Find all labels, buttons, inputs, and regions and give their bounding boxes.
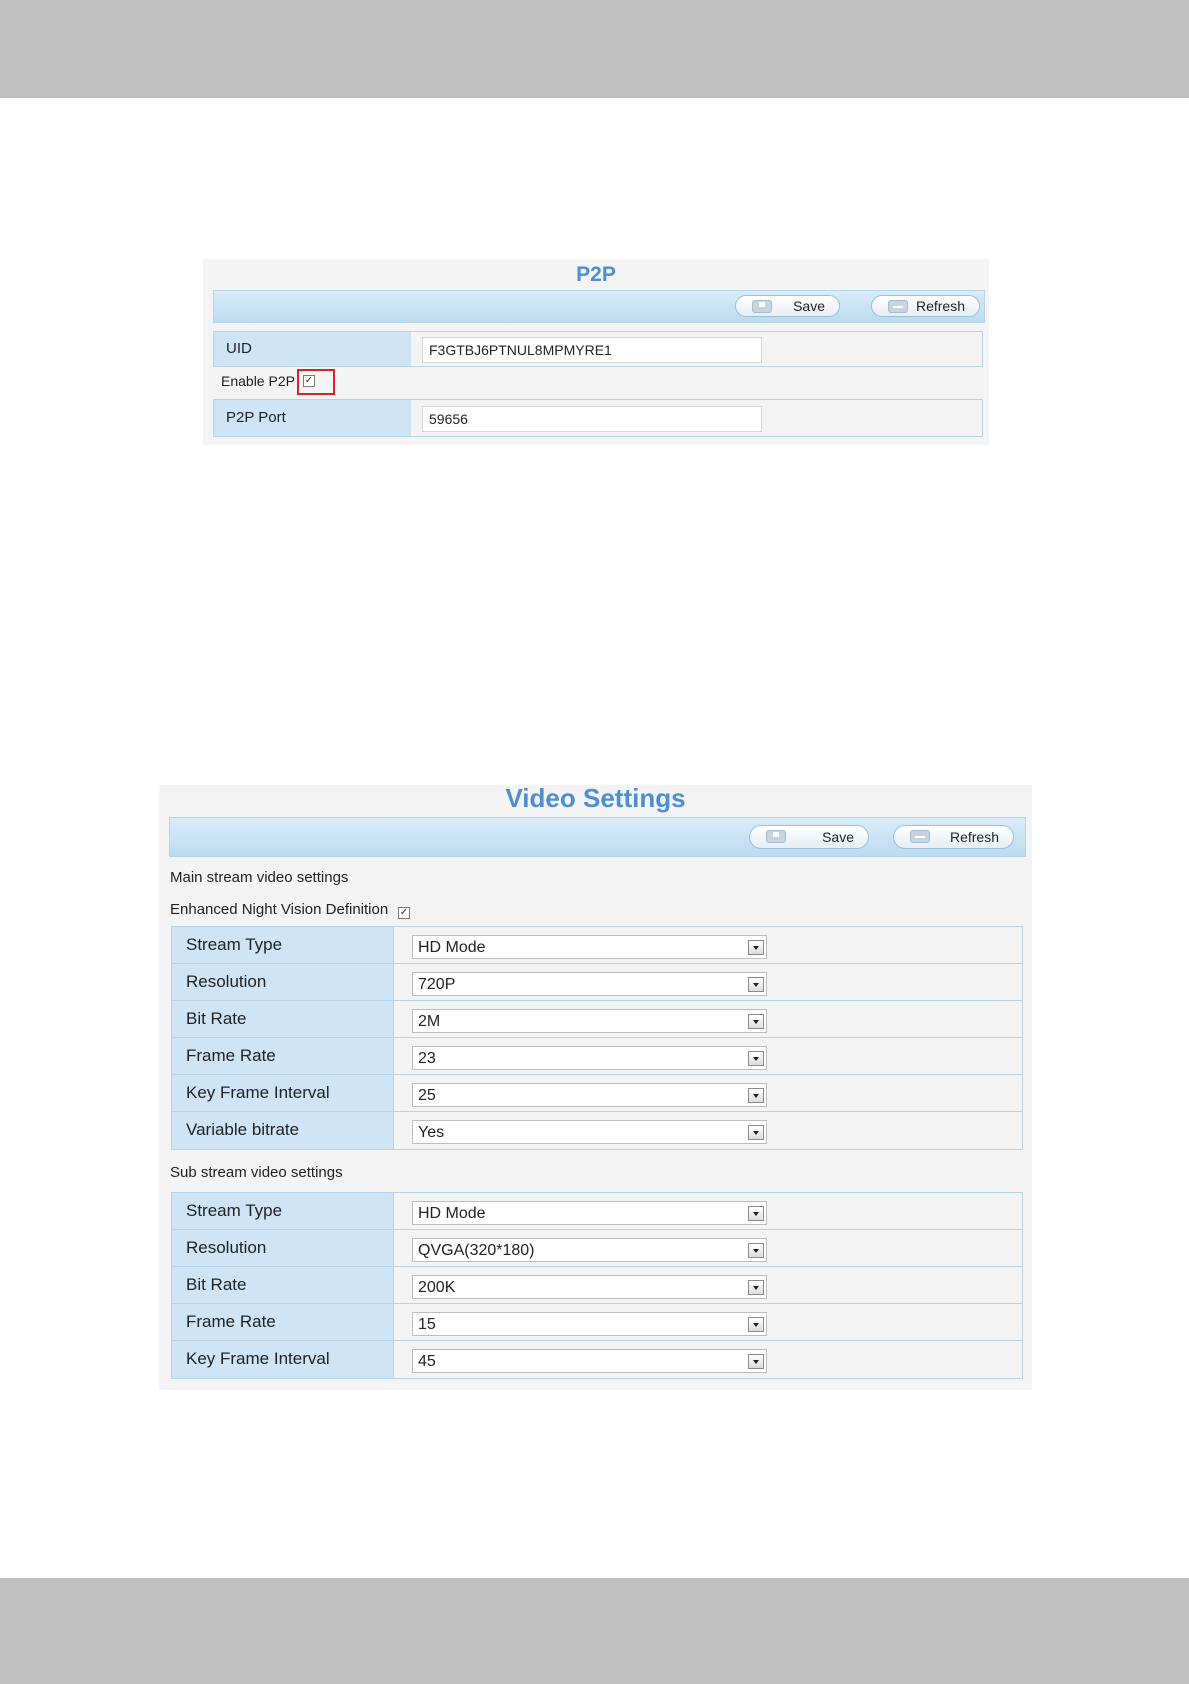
select-value: HD Mode bbox=[418, 939, 486, 956]
frame-rate-select[interactable] bbox=[412, 1046, 767, 1070]
resolution-select[interactable] bbox=[412, 972, 767, 996]
chevron-down-icon[interactable] bbox=[748, 1125, 764, 1140]
sub-key-frame-interval-select[interactable] bbox=[412, 1349, 767, 1373]
select-value: 45 bbox=[418, 1353, 436, 1370]
video-refresh-button[interactable] bbox=[893, 825, 1014, 849]
save-icon bbox=[752, 300, 772, 313]
table-row bbox=[172, 964, 1022, 1001]
table-row bbox=[172, 1038, 1022, 1075]
chevron-down-icon[interactable] bbox=[748, 1088, 764, 1103]
select-value: 720P bbox=[418, 976, 456, 993]
row-label: Variable bitrate bbox=[186, 1120, 300, 1139]
p2p-port-field[interactable]: 59656 bbox=[422, 406, 762, 432]
select-value: QVGA(320*180) bbox=[418, 1242, 535, 1259]
video-settings-title: Video Settings bbox=[505, 783, 686, 813]
uid-label: UID bbox=[226, 340, 252, 357]
chevron-down-icon[interactable] bbox=[748, 1280, 764, 1295]
chevron-down-icon[interactable] bbox=[748, 1354, 764, 1369]
p2p-refresh-button[interactable] bbox=[871, 295, 980, 317]
row-label: Resolution bbox=[186, 972, 267, 991]
night-vision-checkbox[interactable]: ✓ bbox=[399, 907, 409, 918]
table-row bbox=[172, 927, 1022, 964]
sub-resolution-select[interactable] bbox=[412, 1238, 767, 1262]
stream-type-select[interactable] bbox=[412, 935, 767, 959]
chevron-down-icon[interactable] bbox=[748, 1014, 764, 1029]
select-value: 23 bbox=[418, 1050, 436, 1067]
video-save-button[interactable] bbox=[749, 825, 869, 849]
row-label: Frame Rate bbox=[186, 1046, 276, 1065]
row-label: Frame Rate bbox=[186, 1312, 276, 1331]
enable-p2p-checkbox[interactable]: ✓ bbox=[304, 375, 314, 386]
sub-stream-type-select[interactable] bbox=[412, 1201, 767, 1225]
main-stream-heading: Main stream video settings bbox=[170, 869, 349, 886]
table-row bbox=[172, 1341, 1022, 1378]
refresh-icon bbox=[910, 830, 930, 843]
chevron-down-icon[interactable] bbox=[748, 1051, 764, 1066]
select-value: 2M bbox=[418, 1013, 441, 1030]
row-label: Stream Type bbox=[186, 935, 283, 954]
sub-frame-rate-select[interactable] bbox=[412, 1312, 767, 1336]
key-frame-interval-select[interactable] bbox=[412, 1083, 767, 1107]
select-value: HD Mode bbox=[418, 1205, 486, 1222]
table-row bbox=[172, 1267, 1022, 1304]
sub-stream-heading: Sub stream video settings bbox=[170, 1164, 343, 1181]
row-label: Resolution bbox=[186, 1238, 267, 1257]
p2p-panel bbox=[203, 259, 989, 445]
refresh-icon bbox=[888, 300, 908, 313]
p2p-toolbar bbox=[213, 290, 985, 323]
bit-rate-select[interactable] bbox=[412, 1009, 767, 1033]
select-value: 15 bbox=[418, 1316, 436, 1333]
chevron-down-icon[interactable] bbox=[748, 1317, 764, 1332]
p2p-save-button[interactable] bbox=[735, 295, 840, 317]
select-value: Yes bbox=[418, 1124, 445, 1141]
chevron-down-icon[interactable] bbox=[748, 1243, 764, 1258]
save-icon bbox=[766, 830, 786, 843]
p2p-port-row bbox=[213, 399, 983, 437]
video-toolbar bbox=[169, 817, 1026, 857]
table-row bbox=[172, 1075, 1022, 1112]
table-row bbox=[172, 1230, 1022, 1267]
variable-bitrate-select[interactable] bbox=[412, 1120, 767, 1144]
uid-field[interactable]: F3GTBJ6PTNUL8MPMYRE1 bbox=[422, 337, 762, 363]
table-row bbox=[172, 1001, 1022, 1038]
sub-bit-rate-select[interactable] bbox=[412, 1275, 767, 1299]
table-row bbox=[172, 1193, 1022, 1230]
row-label: Bit Rate bbox=[186, 1009, 247, 1028]
p2p-save-label: Save bbox=[793, 298, 825, 314]
table-row bbox=[172, 1304, 1022, 1341]
row-label: Key Frame Interval bbox=[186, 1083, 330, 1102]
select-value: 25 bbox=[418, 1087, 436, 1104]
main-stream-table bbox=[171, 926, 1023, 1150]
enable-p2p-label: Enable P2P bbox=[221, 373, 295, 389]
video-refresh-label: Refresh bbox=[949, 829, 999, 845]
p2p-uid-row bbox=[213, 331, 983, 367]
video-settings-panel bbox=[159, 785, 1032, 1390]
row-label: Key Frame Interval bbox=[186, 1349, 330, 1368]
row-label: Stream Type bbox=[186, 1201, 283, 1220]
chevron-down-icon[interactable] bbox=[748, 940, 764, 955]
p2p-port-label: P2P Port bbox=[226, 409, 286, 426]
chevron-down-icon[interactable] bbox=[748, 1206, 764, 1221]
p2p-title: P2P bbox=[576, 263, 616, 286]
sub-stream-table bbox=[171, 1192, 1023, 1379]
video-save-label: Save bbox=[822, 829, 854, 845]
night-vision-label: Enhanced Night Vision Definition bbox=[170, 901, 389, 918]
chevron-down-icon[interactable] bbox=[748, 977, 764, 992]
page-header-band bbox=[0, 0, 1189, 98]
select-value: 200K bbox=[418, 1279, 456, 1296]
p2p-refresh-label: Refresh bbox=[915, 298, 965, 314]
table-row bbox=[172, 1112, 1022, 1149]
page-footer-band bbox=[0, 1578, 1189, 1684]
row-label: Bit Rate bbox=[186, 1275, 247, 1294]
